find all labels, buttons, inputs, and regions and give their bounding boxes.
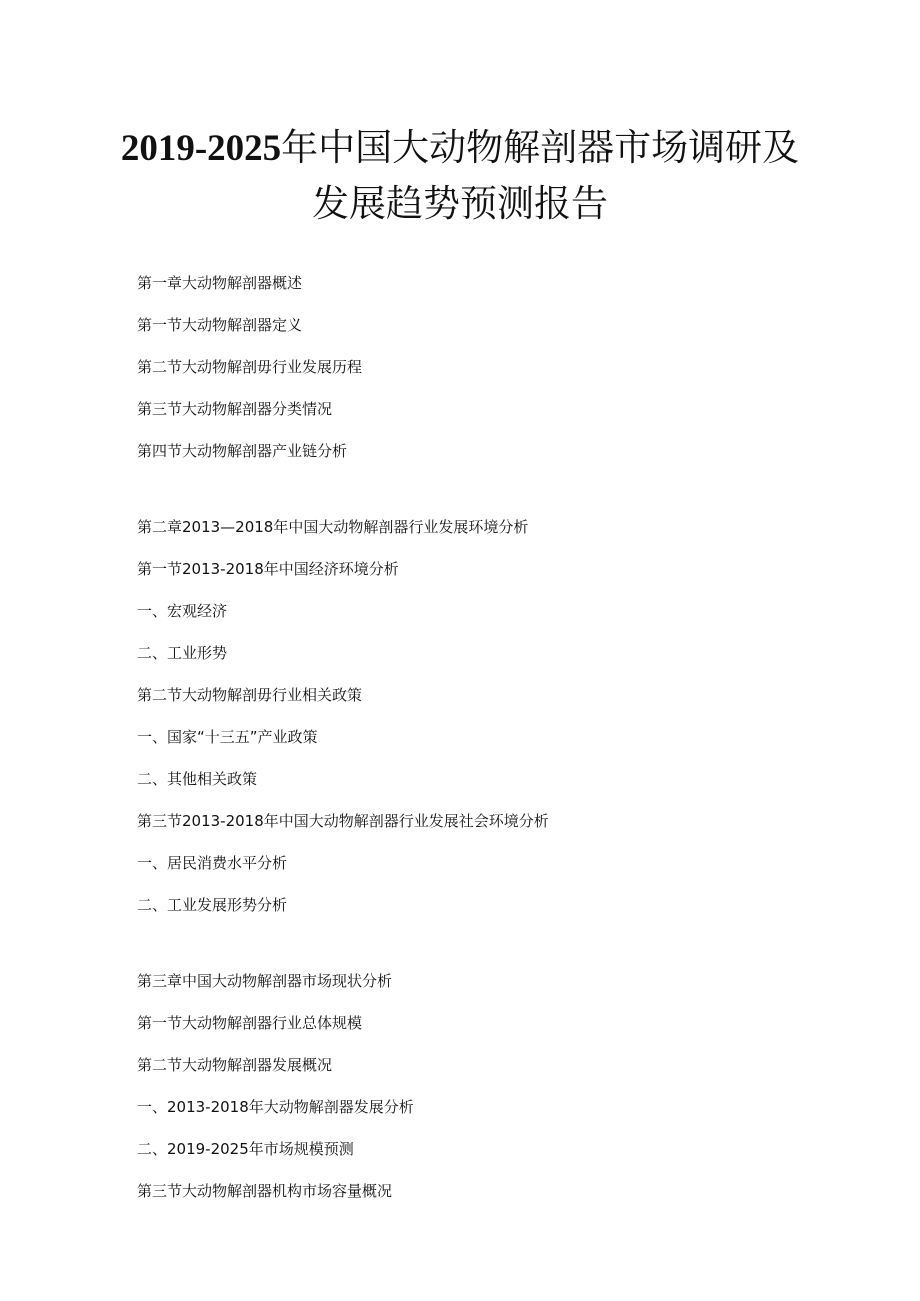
toc-entry: 第三章中国大动物解剖器市场现状分析 <box>137 972 393 990</box>
toc-entry: 第一节大动物解剖器行业总体规模 <box>137 1014 363 1032</box>
title-line-1 <box>0 120 920 176</box>
toc-entry: 第一节2013-2018年中国经济环境分析 <box>137 560 399 578</box>
toc-entry: 二、工业发展形势分析 <box>137 896 288 914</box>
toc-entry: 第三节2013-2018年中国大动物解剖器行业发展社会环境分析 <box>137 812 549 830</box>
title-line-1-text: 年中国大动物解剖器市场调研及 <box>281 126 800 169</box>
toc-entry: 第三节大动物解剖器机构市场容量概况 <box>137 1182 393 1200</box>
title-year-range: 2019-2025 <box>120 128 282 169</box>
toc-entry: 二、其他相关政策 <box>137 770 258 788</box>
toc-entry: 第二节大动物解剖毋行业发展历程 <box>137 358 363 376</box>
toc-entry: 第二章2013—2018年中国大动物解剖器行业发展环境分析 <box>137 518 529 536</box>
report-title <box>0 120 920 231</box>
toc-entry: 第一章大动物解剖器概述 <box>137 274 303 292</box>
toc-entry: 一、居民消费水平分析 <box>137 854 288 872</box>
toc-entry: 二、2019-2025年市场规模预测 <box>137 1140 354 1158</box>
toc-entry: 第三节大动物解剖器分类情况 <box>137 400 333 418</box>
toc-entry: 第一节大动物解剖器定义 <box>137 316 303 334</box>
toc-entry: 一、国家“十三五”产业政策 <box>137 728 318 746</box>
toc-entry: 第二节大动物解剖器发展概况 <box>137 1056 333 1074</box>
toc-entry: 一、2013-2018年大动物解剖器发展分析 <box>137 1098 414 1116</box>
title-line-2: 发展趋势预测报告 <box>312 182 608 225</box>
toc-entry: 二、工业形势 <box>137 644 228 662</box>
toc-entry: 一、宏观经济 <box>137 602 228 620</box>
toc-entry: 第二节大动物解剖毋行业相关政策 <box>137 686 363 704</box>
toc-entry: 第四节大动物解剖器产业链分析 <box>137 442 348 460</box>
